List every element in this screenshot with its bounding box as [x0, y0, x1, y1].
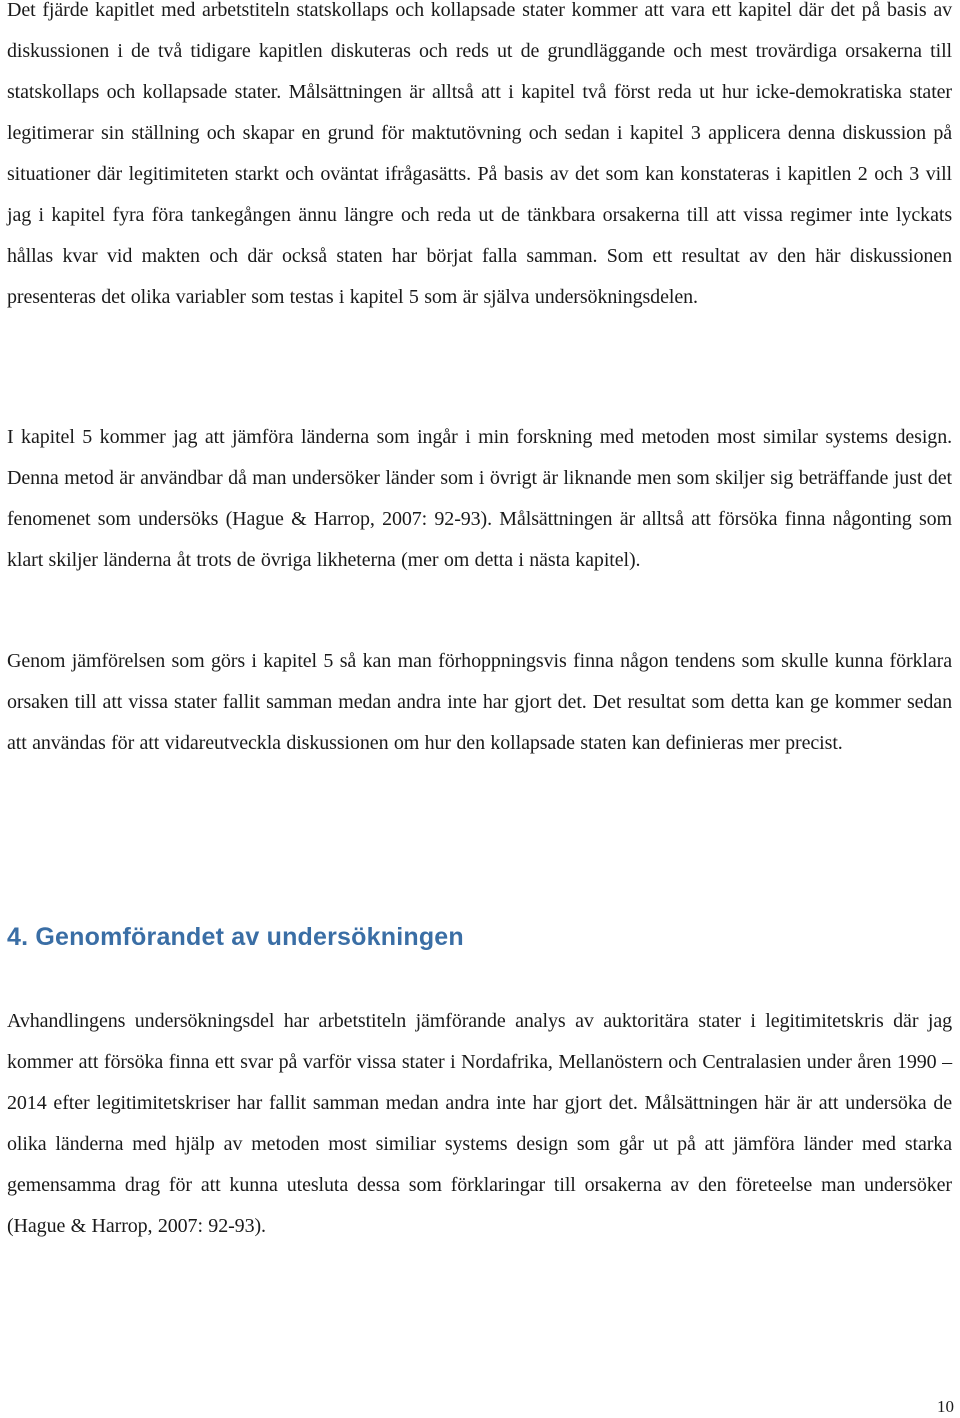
paragraph-comparison-result: Genom jämförelsen som görs i kapitel 5 så kan man förhoppningsvis finna någon tendens som skulle kunna förklara orsaken till att vissa stater fallit samman medan andra inte har gjort det. Det resultat som detta kan ge kommer sedan att användas för att vidareutveckla diskussionen om hur den kollapsade staten kan definieras mer precist. [7, 650, 952, 754]
paragraph-study-section: Avhandlingens undersökningsdel har arbetstiteln jämförande analys av auktoritära stater i legitimitetskris där jag kommer att försöka finna ett svar på varför vissa stater i Nordafrika, Mellanöstern och Centralasien under åren 1990 – 2014 efter legitimitetskriser har fallit samman medan andra inte har gjort det. Målsättningen här är att undersöka de olika länderna med hjälp av metoden most similiar systems design som går ut på att jämföra länder med starka gemensamma drag för att kunna utesluta dessa som förklaringar till orsakerna av den företeelse man undersöker (Hague & Harrop, 2007: 92-93). [7, 1010, 952, 1237]
section-heading: 4. Genomförandet av undersökningen [7, 923, 464, 951]
paragraph-chapter-four-intro: Det fjärde kapitlet med arbetstiteln statskollaps och kollapsade stater kommer att vara ett kapitel där det på basis av diskussionen i de två tidigare kapitlen diskuteras och reds ut de grundläggande och mest trovärdiga orsakerna till statskollaps och kollapsade stater. Målsättningen är alltså att i kapitel två först reda ut hur icke-demokratiska stater legitimerar sin ställning och skapar en grund för maktutövning och sedan i kapitel 3 applicera denna diskussion på situationer där legitimiteten starkt och oväntat ifrågasätts. På basis av det som kan konstateras i kapitlen 2 och 3 vill jag i kapitel fyra föra tankegången ännu längre och reda ut de tänkbara orsakerna till att vissa regimer inte lyckats hållas kvar vid makten och där också staten har börjat falla samman. Som ett resultat av den här diskussionen presenteras det olika variabler som testas i kapitel 5 som är själva undersökningsdelen. [7, 0, 952, 308]
paragraph-chapter-five-method: I kapitel 5 kommer jag att jämföra länderna som ingår i min forskning med metoden most similar systems design. Denna metod är användbar då man undersöker länder som i övrigt är liknande men som skiljer sig beträffande just det fenomenet som undersöks (Hague & Harrop, 2007: 92-93). Målsättningen är alltså att försöka finna någonting som klart skiljer länderna åt trots de övriga likheterna (mer om detta i nästa kapitel). [7, 426, 952, 571]
page-number: 10 [937, 1397, 954, 1416]
